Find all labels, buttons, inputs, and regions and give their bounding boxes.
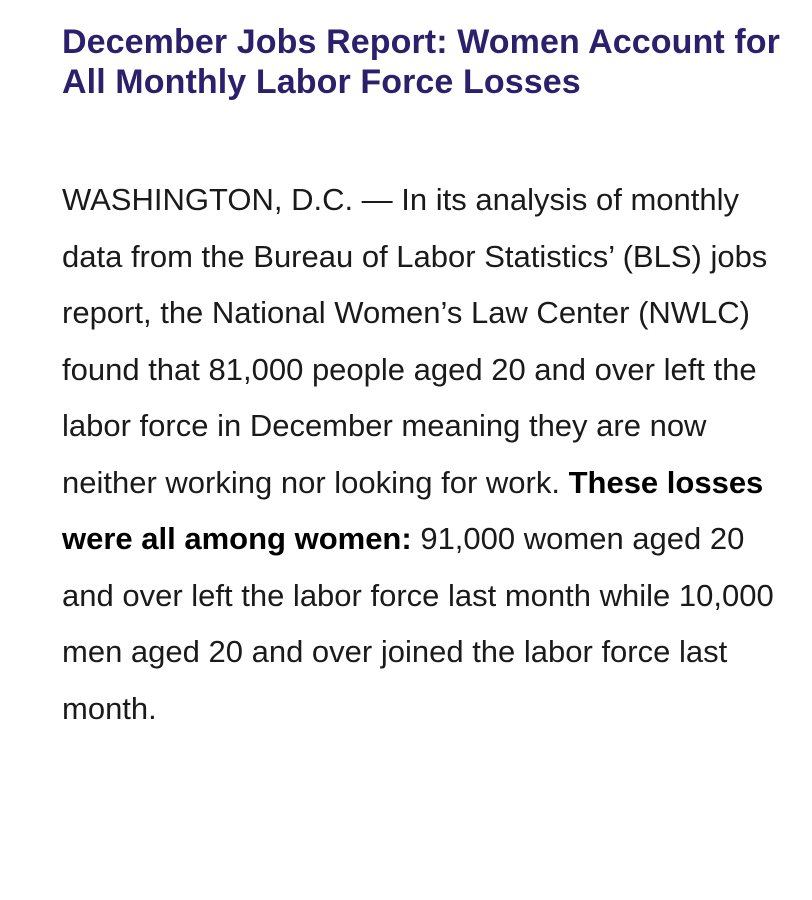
article-lede: WASHINGTON, D.C. — In its analysis of monthly data from the Bureau of Labor Statistics’ (BLS) jobs report, the National Women’s Law Center (NWLC) found that 81,000 people aged 20 and over left the labor force in December meaning they are now neither working nor looking for work. [62,182,768,500]
article-body [62,172,797,737]
article-continuation: 91,000 women aged 20 and over left the labor force last month while 10,000 men aged 20 and over joined the labor force last month. [62,521,774,726]
article [62,22,797,737]
article-headline: December Jobs Report: Women Account for All Monthly Labor Force Losses [62,23,780,101]
article-emphasis: These losses were all among women: [62,464,764,556]
